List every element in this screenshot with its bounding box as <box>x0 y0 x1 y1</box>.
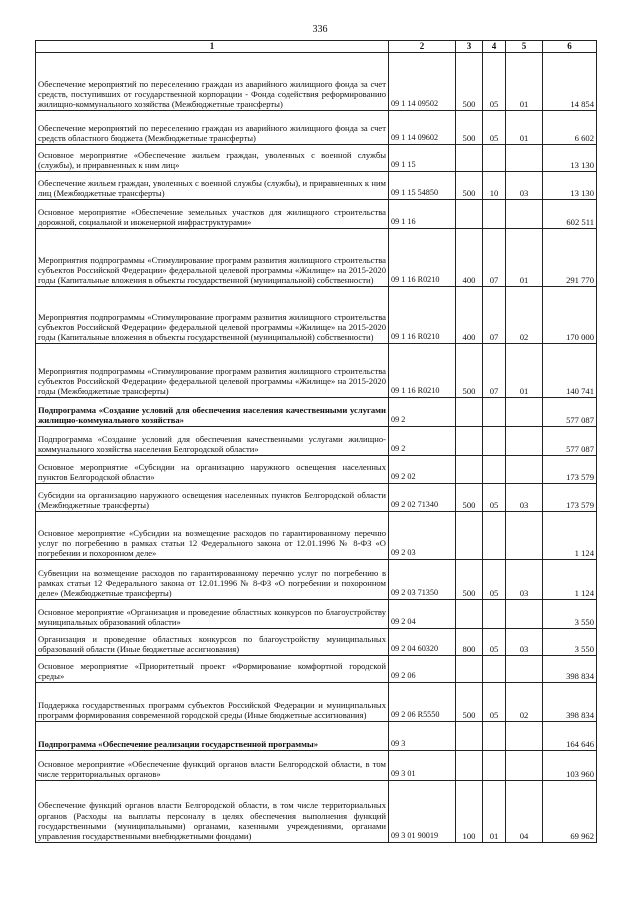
row-sum-cell: 103 960 <box>543 751 597 781</box>
row-vr-cell <box>456 656 483 683</box>
row-rz-cell: 05 <box>483 484 506 512</box>
table-row <box>36 560 597 600</box>
row-sum-cell: 173 579 <box>543 484 597 512</box>
row-sum-cell: 140 741 <box>543 344 597 398</box>
row-sum-cell: 398 834 <box>543 683 597 722</box>
row-code-cell: 09 1 16 R0210 <box>389 287 456 344</box>
table-row <box>36 172 597 200</box>
row-vr-cell <box>456 456 483 484</box>
row-sum-cell: 291 770 <box>543 229 597 287</box>
row-code-cell: 09 1 15 <box>389 145 456 172</box>
row-name-cell: Основное мероприятие «Обеспечение функций органов власти Белгородской области, в том числе территориальных органов» <box>36 751 389 781</box>
row-vr-cell: 500 <box>456 683 483 722</box>
row-code-cell: 09 1 14 09602 <box>389 111 456 145</box>
row-pr-cell: 03 <box>506 484 543 512</box>
table-row <box>36 656 597 683</box>
row-vr-cell: 100 <box>456 781 483 843</box>
table-row <box>36 512 597 560</box>
row-pr-cell <box>506 751 543 781</box>
row-pr-cell <box>506 200 543 229</box>
row-code-cell: 09 2 06 R5550 <box>389 683 456 722</box>
table-row <box>36 111 597 145</box>
row-rz-cell: 07 <box>483 229 506 287</box>
row-pr-cell <box>506 512 543 560</box>
row-vr-cell: 400 <box>456 229 483 287</box>
row-rz-cell <box>483 656 506 683</box>
table-row <box>36 629 597 656</box>
row-pr-cell <box>506 427 543 456</box>
row-vr-cell <box>456 200 483 229</box>
row-rz-cell <box>483 722 506 751</box>
table-body <box>36 53 597 843</box>
row-rz-cell <box>483 145 506 172</box>
table-row <box>36 600 597 629</box>
row-sum-cell: 13 130 <box>543 145 597 172</box>
row-name-cell: Основное мероприятие «Субсидии на возмещение расходов по гарантированному перечню услуг по погребению в рамках статьи 12 Федерального закона от 12.01.1996 № 8-ФЗ «О погребении и похоронном деле» <box>36 512 389 560</box>
row-pr-cell <box>506 398 543 427</box>
row-sum-cell: 3 550 <box>543 629 597 656</box>
row-name-cell: Подпрограмма «Создание условий для обеспечения качественными услугами жилищно-коммунального хозяйства населения Белгородской области» <box>36 427 389 456</box>
row-pr-cell: 04 <box>506 781 543 843</box>
page-number: 336 <box>312 24 328 35</box>
row-rz-cell <box>483 398 506 427</box>
row-name-cell: Основное мероприятие «Организация и проведение областных конкурсов по благоустройству муниципальных образований области» <box>36 600 389 629</box>
row-rz-cell: 05 <box>483 560 506 600</box>
row-pr-cell: 03 <box>506 172 543 200</box>
row-sum-cell: 398 834 <box>543 656 597 683</box>
row-sum-cell: 602 511 <box>543 200 597 229</box>
row-name-cell: Подпрограмма «Создание условий для обеспечения населения качественными услугами жилищно-коммунального хозяйства» <box>36 398 389 427</box>
row-vr-cell: 500 <box>456 172 483 200</box>
row-pr-cell: 03 <box>506 629 543 656</box>
row-pr-cell: 02 <box>506 683 543 722</box>
row-rz-cell <box>483 751 506 781</box>
row-code-cell: 09 1 16 R0210 <box>389 229 456 287</box>
row-code-cell: 09 1 16 R0210 <box>389 344 456 398</box>
row-vr-cell <box>456 398 483 427</box>
table-row <box>36 287 597 344</box>
row-pr-cell <box>506 722 543 751</box>
row-code-cell: 09 2 06 <box>389 656 456 683</box>
row-rz-cell <box>483 200 506 229</box>
row-rz-cell: 05 <box>483 629 506 656</box>
row-vr-cell: 800 <box>456 629 483 656</box>
row-rz-cell <box>483 512 506 560</box>
row-pr-cell: 01 <box>506 111 543 145</box>
row-code-cell: 09 3 <box>389 722 456 751</box>
row-name-cell: Основное мероприятие «Обеспечение жильем граждан, уволенных с военной службы (службы), и приравненных к ним лиц» <box>36 145 389 172</box>
row-vr-cell <box>456 427 483 456</box>
header-col-5: 5 <box>506 41 543 53</box>
row-code-cell: 09 2 02 71340 <box>389 484 456 512</box>
header-col-4: 4 <box>483 41 506 53</box>
row-sum-cell: 6 602 <box>543 111 597 145</box>
table-row <box>36 683 597 722</box>
row-pr-cell: 02 <box>506 287 543 344</box>
row-pr-cell: 03 <box>506 560 543 600</box>
table-row <box>36 456 597 484</box>
row-code-cell: 09 2 04 <box>389 600 456 629</box>
row-name-cell: Организация и проведение областных конкурсов по благоустройству муниципальных образований области (Иные бюджетные ассигнования) <box>36 629 389 656</box>
row-code-cell: 09 1 14 09502 <box>389 53 456 111</box>
row-code-cell: 09 1 16 <box>389 200 456 229</box>
row-pr-cell: 01 <box>506 53 543 111</box>
row-sum-cell: 577 087 <box>543 398 597 427</box>
table-row <box>36 145 597 172</box>
row-name-cell: Субвенции на возмещение расходов по гарантированному перечню услуг по погребению в рамках статьи 12 Федерального закона от 12.01.1996 № 8-ФЗ «О погребении и похоронном деле» (Межбюджетные трансферты) <box>36 560 389 600</box>
row-sum-cell: 69 962 <box>543 781 597 843</box>
row-name-cell: Обеспечение жильем граждан, уволенных с военной службы (службы), и приравненных к ним лиц (Межбюджетные трансферты) <box>36 172 389 200</box>
row-code-cell: 09 2 02 <box>389 456 456 484</box>
row-name-cell: Мероприятия подпрограммы «Стимулирование программ развития жилищного строительства субъектов Российской Федерации» федеральной целевой программы «Жилище» на 2015-2020 годы (Капитальные вложения в объекты государственной (муниципальной) собственности) <box>36 287 389 344</box>
header-col-6: 6 <box>543 41 597 53</box>
row-vr-cell <box>456 512 483 560</box>
row-sum-cell: 13 130 <box>543 172 597 200</box>
row-vr-cell <box>456 145 483 172</box>
row-vr-cell: 500 <box>456 484 483 512</box>
table-row <box>36 484 597 512</box>
row-rz-cell: 01 <box>483 781 506 843</box>
row-name-cell: Субсидии на организацию наружного освещения населенных пунктов Белгородской области (Межбюджетные трансферты) <box>36 484 389 512</box>
row-pr-cell <box>506 656 543 683</box>
row-rz-cell <box>483 600 506 629</box>
row-rz-cell: 05 <box>483 111 506 145</box>
row-sum-cell: 164 646 <box>543 722 597 751</box>
budget-table <box>35 40 597 843</box>
row-name-cell: Подпрограмма «Обеспечение реализации государственной программы» <box>36 722 389 751</box>
row-sum-cell: 14 854 <box>543 53 597 111</box>
row-rz-cell: 05 <box>483 53 506 111</box>
row-sum-cell: 170 000 <box>543 287 597 344</box>
row-name-cell: Мероприятия подпрограммы «Стимулирование программ развития жилищного строительства субъектов Российской Федерации» федеральной целевой программы «Жилище» на 2015-2020 годы (Капитальные вложения в объекты государственной (муниципальной) собственности) <box>36 229 389 287</box>
row-pr-cell <box>506 456 543 484</box>
row-name-cell: Основное мероприятие «Приоритетный проект «Формирование комфортной городской среды» <box>36 656 389 683</box>
row-rz-cell: 10 <box>483 172 506 200</box>
row-rz-cell: 05 <box>483 683 506 722</box>
row-code-cell: 09 2 <box>389 398 456 427</box>
row-vr-cell: 500 <box>456 111 483 145</box>
row-name-cell: Обеспечение функций органов власти Белгородской области, в том числе территориальных органов (Расходы на выплаты персоналу в целях обеспечения выполнения функций государственными (муниципальными) органами, казенными учреждениями, органами управления государственными внебюджетными фондами) <box>36 781 389 843</box>
table-header-row <box>36 41 597 53</box>
row-code-cell: 09 2 03 <box>389 512 456 560</box>
row-sum-cell: 1 124 <box>543 512 597 560</box>
row-rz-cell <box>483 456 506 484</box>
table-row <box>36 427 597 456</box>
table-row <box>36 200 597 229</box>
header-col-2: 2 <box>389 41 456 53</box>
row-vr-cell: 500 <box>456 344 483 398</box>
row-name-cell: Обеспечение мероприятий по переселению граждан из аварийного жилищного фонда за счет средств, поступивших от государственной корпорации - Фонда содействия реформированию жилищно-коммунального хозяйства (Межбюджетные трансферты) <box>36 53 389 111</box>
row-sum-cell: 1 124 <box>543 560 597 600</box>
row-pr-cell: 01 <box>506 344 543 398</box>
row-code-cell: 09 3 01 90019 <box>389 781 456 843</box>
row-code-cell: 09 2 04 60320 <box>389 629 456 656</box>
row-pr-cell: 01 <box>506 229 543 287</box>
table-row <box>36 53 597 111</box>
row-rz-cell: 07 <box>483 344 506 398</box>
row-name-cell: Основное мероприятие «Обеспечение земельных участков для жилищного строительства дорожной, социальной и инженерной инфраструктурами» <box>36 200 389 229</box>
row-vr-cell <box>456 600 483 629</box>
header-col-1: 1 <box>36 41 389 53</box>
row-rz-cell <box>483 427 506 456</box>
row-vr-cell: 400 <box>456 287 483 344</box>
row-sum-cell: 577 087 <box>543 427 597 456</box>
row-code-cell: 09 1 15 54850 <box>389 172 456 200</box>
row-rz-cell: 07 <box>483 287 506 344</box>
row-vr-cell <box>456 751 483 781</box>
table-row <box>36 751 597 781</box>
row-vr-cell <box>456 722 483 751</box>
row-pr-cell <box>506 600 543 629</box>
row-name-cell: Основное мероприятие «Субсидии на организацию наружного освещения населенных пунктов Белгородской области» <box>36 456 389 484</box>
row-name-cell: Поддержка государственных программ субъектов Российской Федерации и муниципальных программ формирования современной городской среды (Иные бюджетные ассигнования) <box>36 683 389 722</box>
table-row <box>36 344 597 398</box>
row-code-cell: 09 3 01 <box>389 751 456 781</box>
row-vr-cell: 500 <box>456 560 483 600</box>
header-col-3: 3 <box>456 41 483 53</box>
row-name-cell: Мероприятия подпрограммы «Стимулирование программ развития жилищного строительства субъектов Российской Федерации» федеральной целевой программы «Жилище» на 2015-2020 годы (Межбюджетные трансферты) <box>36 344 389 398</box>
row-sum-cell: 173 579 <box>543 456 597 484</box>
row-pr-cell <box>506 145 543 172</box>
row-code-cell: 09 2 03 71350 <box>389 560 456 600</box>
table-row <box>36 722 597 751</box>
table-row <box>36 398 597 427</box>
row-vr-cell: 500 <box>456 53 483 111</box>
row-sum-cell: 3 550 <box>543 600 597 629</box>
table-row <box>36 229 597 287</box>
table-row <box>36 781 597 843</box>
row-code-cell: 09 2 <box>389 427 456 456</box>
row-name-cell: Обеспечение мероприятий по переселению граждан из аварийного жилищного фонда за счет средств областного бюджета (Межбюджетные трансферты) <box>36 111 389 145</box>
